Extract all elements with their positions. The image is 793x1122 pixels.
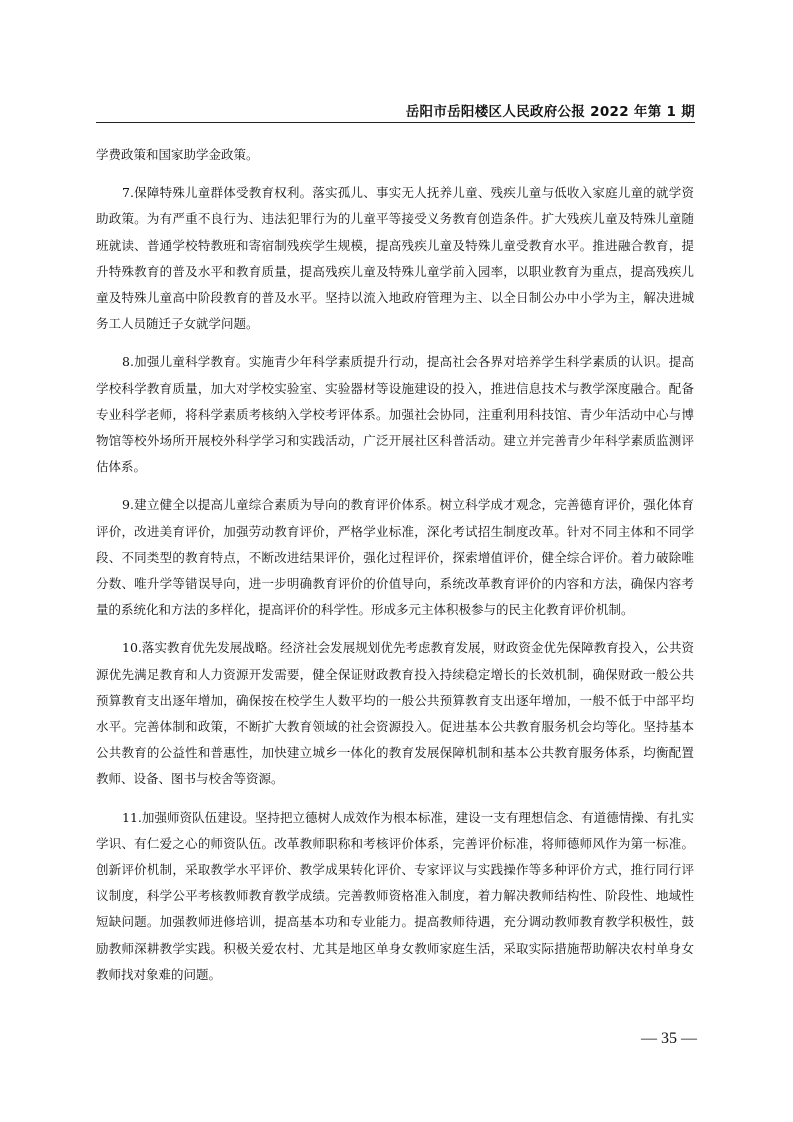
paragraph-item-10: 10.落实教育优先发展战略。经济社会发展规划优先考虑教育发展，财政资金优先保障教育投入，公共资源优先满足教育和人力资源开发需要，健全保证财政教育投入持续稳定增长的长效机制，确保财政一般公共预算教育支出逐年增加，确保按在校学生人数平均的一般公共预算教育支出逐年增加，一般不低于中部平均水平。完善体制和政策，不断扩大教育领域的社会资源投入。促进基本公共教育服务机会均等化。坚持基本公共教育的公益性和普惠性，加快建立城乡一体化的教育发展保障机制和基本公共教育服务体系，均衡配置教师、设备、图书与校舍等资源。: [96, 640, 694, 787]
bulletin-title: 岳阳市岳阳楼区人民政府公报 2022 年第 1 期: [405, 104, 695, 120]
paragraph-item-11: 11.加强师资队伍建设。坚持把立德树人成效作为根本标准，建设一支有理想信念、有道德情操、有扎实学识、有仁爱之心的师资队伍。改革教师职称和考核评价体系，完善评价标准，将师德师风作为第一标准。创新评价机制，采取教学水平评价、教学成果转化评价、专家评议与实践操作等多种评价方式，推行同行评议制度，科学公平考核教师教育教学成绩。完善教师资格准入制度，着力解决教师结构性、阶段性、地域性短缺问题。加强教师进修培训，提高基本功和专业能力。提高教师待遇，充分调动教师教育教学积极性，鼓励教师深耕教学实践。积极关爱农村、尤其是地区单身女教师家庭生活，采取实际措施帮助解决农村单身女教师找对象难的问题。: [96, 809, 694, 982]
bulletin-header: [96, 100, 695, 124]
document-body: [96, 142, 694, 1000]
header-divider: [96, 122, 695, 123]
paragraph-continuation: 学费政策和国家助学金政策。: [96, 147, 259, 162]
paragraph-item-8: 8.加强儿童科学教育。实施青少年科学素质提升行动，提高社会各界对培养学生科学素质的认识。提高学校科学教育质量，加大对学校实验室、实验器材等设施建设的投入，推进信息技术与教学深度融合。配备专业科学老师，将科学素质考核纳入学校考评体系。加强社会协同，注重利用科技馆、青少年活动中心与博物馆等校外场所开展校外科学学习和实践活动，广泛开展社区科普活动。建立并完善青少年科学素质监测评估体系。: [96, 354, 694, 475]
page-number: — 35 —: [641, 1030, 697, 1047]
paragraph-item-9: 9.建立健全以提高儿童综合素质为导向的教育评价体系。树立科学成才观念，完善德育评价，强化体育评价，改进美育评价，加强劳动教育评价，严格学业标准，深化考试招生制度改革。针对不同主体和不同学段、不同类型的教育特点，不断改进结果评价，强化过程评价，探索增值评价，健全综合评价。着力破除唯分数、唯升学等错误导向，进一步明确教育评价的价值导向，系统改革教育评价的内容和方法，确保内容考量的系统化和方法的多样化，提高评价的科学性。形成多元主体积极参与的民主化教育评价机制。: [96, 497, 694, 618]
paragraph-item-7: 7.保障特殊儿童群体受教育权利。落实孤儿、事实无人抚养儿童、残疾儿童与低收入家庭儿童的就学资助政策。为有严重不良行为、违法犯罪行为的儿童平等接受义务教育创造条件。扩大残疾儿童及特殊儿童随班就读、普通学校特教班和寄宿制残疾学生规模，提高残疾儿童及特殊儿童受教育水平。推进融合教育，提升特殊教育的普及水平和教育质量，提高残疾儿童及特殊儿童学前入园率，以职业教育为重点，提高残疾儿童及特殊儿童高中阶段教育的普及水平。坚持以流入地政府管理为主、以全日制公办中小学为主，解决进城务工人员随迁子女就学问题。: [96, 185, 694, 332]
